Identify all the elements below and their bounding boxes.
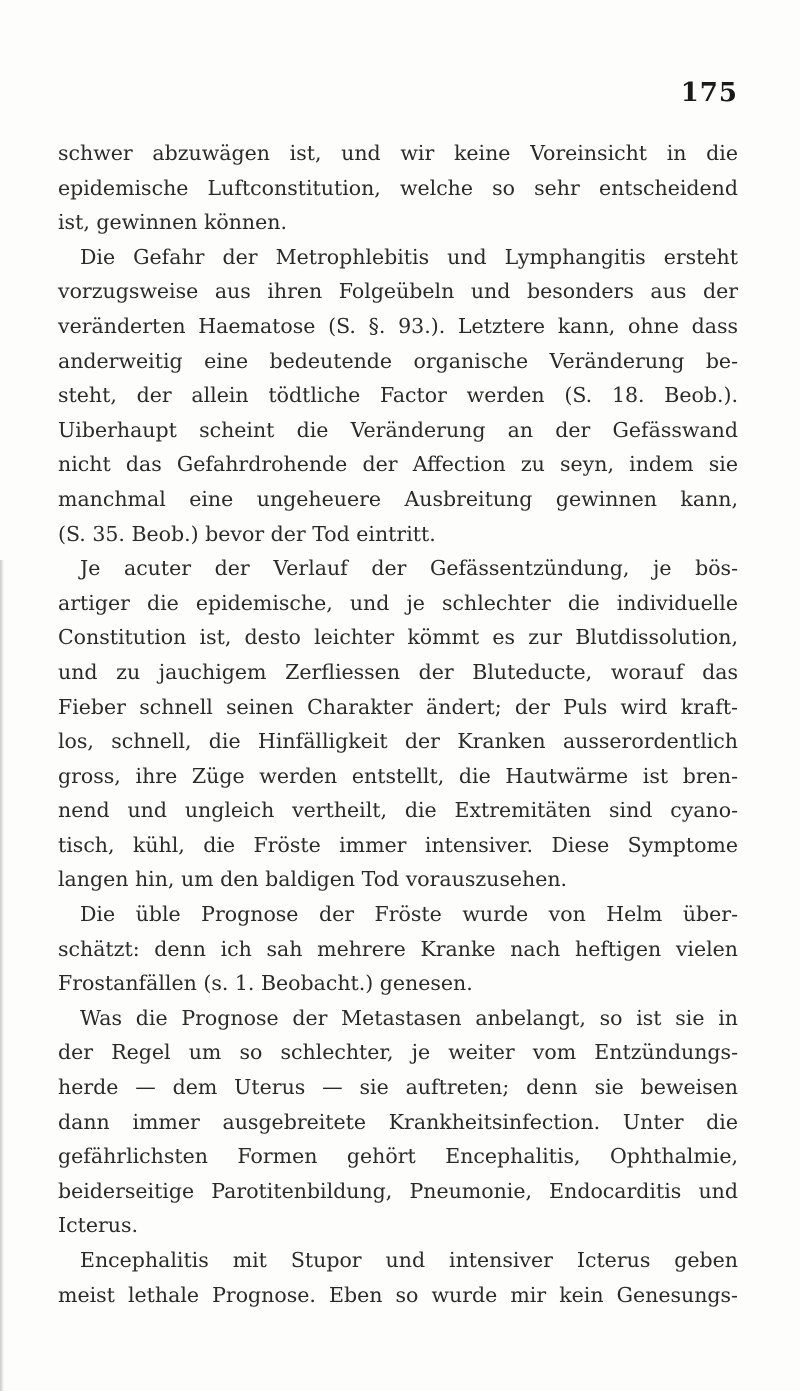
text-line: Frostanfällen (s. 1. Beobacht.) genesen. xyxy=(58,971,473,996)
text-line: artiger die epidemische, und je schlechter die individuelle xyxy=(58,590,738,615)
page-number: 175 xyxy=(680,78,738,108)
text-line: (S. 35. Beob.) bevor der Tod eintritt. xyxy=(58,521,436,546)
text-line: Encephalitis mit Stupor und intensiver Icterus geben xyxy=(80,1248,738,1272)
text-line: Constitution ist, desto leichter kömmt es zur Blutdissolution, xyxy=(58,625,738,650)
text-line: Fieber schnell seinen Charakter ändert; der Puls wird kraft- xyxy=(58,694,738,719)
text-line: dann immer ausgebreitete Krankheitsinfection. Unter die xyxy=(58,1109,738,1134)
text-line: langen hin, um den baldigen Tod vorauszusehen. xyxy=(58,867,568,892)
text-line: tisch, kühl, die Fröste immer intensiver. Diese Symptome xyxy=(58,832,738,857)
text-line: Die Gefahr der Metrophlebitis und Lymphangitis ersteht xyxy=(80,244,738,269)
text-line: Die üble Prognose der Fröste wurde von Helm über- xyxy=(80,902,738,927)
text-line: beiderseitige Parotitenbildung, Pneumonie, Endocarditis und xyxy=(58,1178,738,1203)
text-line: anderweitig eine bedeutende organische Veränderung be- xyxy=(58,348,738,373)
text-line: Was die Prognose der Metastasen anbelangt, so ist sie in xyxy=(80,1005,738,1030)
text-line: vorzugsweise aus ihren Folgeübeln und besonders aus der xyxy=(58,279,738,304)
text-line: gefährlichsten Formen gehört Encephalitis, Ophthalmie, xyxy=(58,1144,738,1169)
text-line: manchmal eine ungeheuere Ausbreitung gewinnen kann, xyxy=(58,486,738,511)
body-text xyxy=(58,136,738,1312)
text-line: Uiberhaupt scheint die Veränderung an der Gefässwand xyxy=(58,417,738,442)
text-line: nend und ungleich vertheilt, die Extremitäten sind cyano- xyxy=(58,798,738,823)
text-line: epidemische Luftconstitution, welche so sehr entscheidend xyxy=(58,175,738,200)
text-line: veränderten Haematose (S. §. 93.). Letztere kann, ohne dass xyxy=(58,313,738,338)
text-line: Icterus. xyxy=(58,1213,138,1238)
text-line: Je acuter der Verlauf der Gefässentzündung, je bös- xyxy=(80,556,738,581)
text-line: steht, der allein tödtliche Factor werden (S. 18. Beob.). xyxy=(58,383,738,408)
text-line: ist, gewinnen können. xyxy=(58,210,287,235)
text-line: der Regel um so schlechter, je weiter vom Entzündungs- xyxy=(58,1040,738,1065)
text-line: los, schnell, die Hinfälligkeit der Kranken ausserordentlich xyxy=(58,729,738,754)
text-line: meist lethale Prognose. Eben so wurde mir kein Genesungs- xyxy=(58,1282,738,1307)
text-line: gross, ihre Züge werden entstellt, die Hautwärme ist bren- xyxy=(58,763,738,788)
text-line: herde — dem Uterus — sie auftreten; denn sie beweisen xyxy=(58,1075,738,1100)
text-line: nicht das Gefahrdrohende der Affection zu seyn, indem sie xyxy=(58,452,738,477)
text-line: schwer abzuwägen ist, und wir keine Voreinsicht in die xyxy=(58,141,738,165)
text-line: schätzt: denn ich sah mehrere Kranke nach heftigen vielen xyxy=(58,936,738,961)
page-edge-shadow xyxy=(0,560,4,1391)
text-line: und zu jauchigem Zerfliessen der Bluteducte, worauf das xyxy=(58,659,738,684)
